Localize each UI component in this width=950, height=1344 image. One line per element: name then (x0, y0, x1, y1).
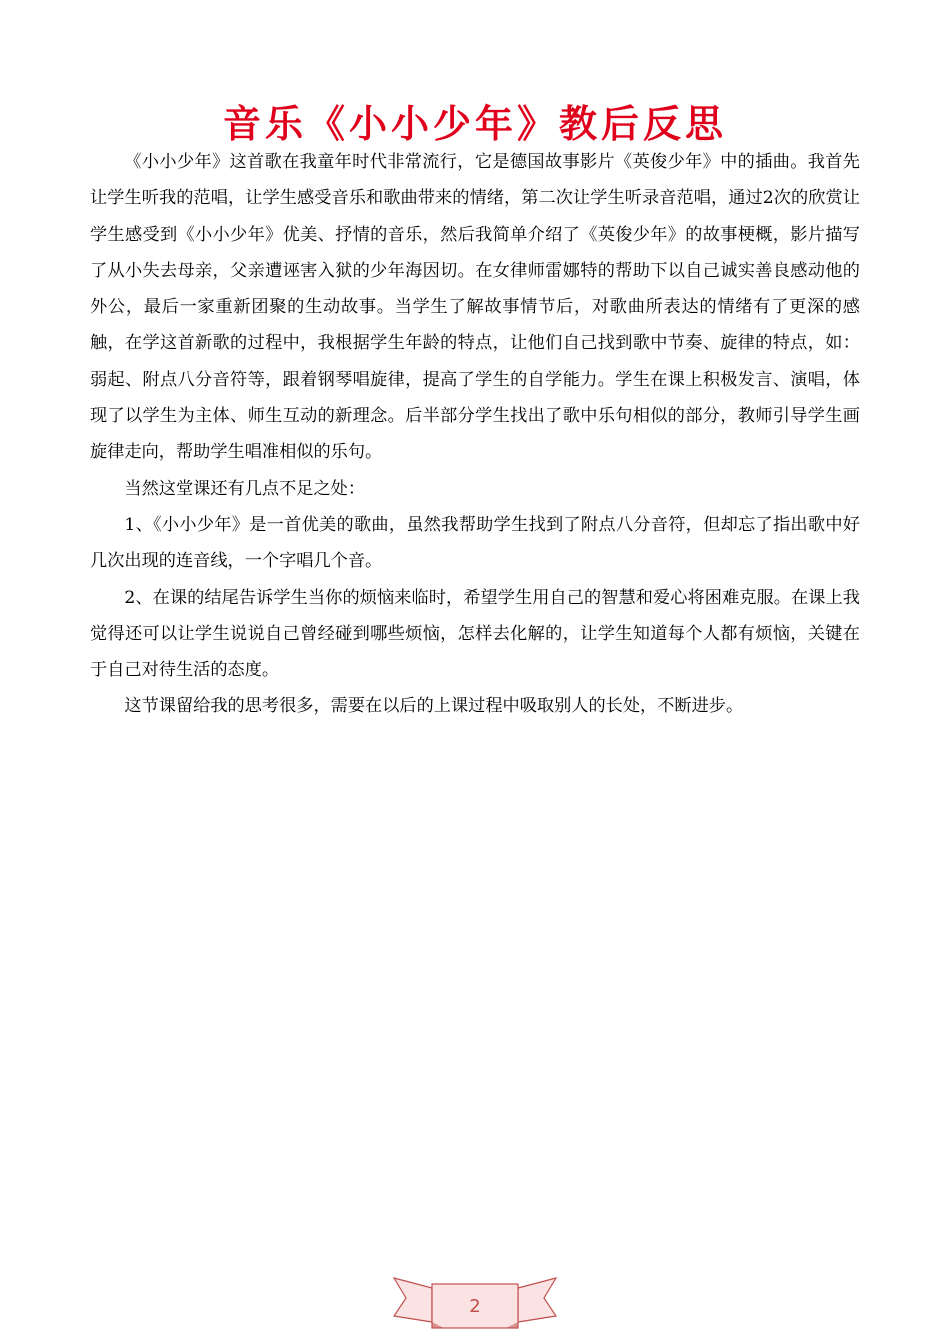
page-footer (392, 1272, 558, 1336)
paragraph-shortcoming-2: 2、在课的结尾告诉学生当你的烦恼来临时，希望学生用自己的智慧和爱心将困难克服。在课上我觉得还可以让学生说说自己曾经碰到哪些烦恼，怎样去化解的，让学生知道每个人都有烦恼，关键在于自己对待生活的态度。 (90, 587, 860, 681)
paragraph-intro: 《小小少年》这首歌在我童年时代非常流行，它是德国故事影片《英俊少年》中的插曲。我首先让学生听我的范唱，让学生感受音乐和歌曲带来的情绪，第二次让学生听录音范唱，通过2次的欣赏让学生感受到《小小少年》优美、抒情的音乐，然后我简单介绍了《英俊少年》的故事梗概，影片描写了从小失去母亲，父亲遭诬害入狱的少年海因切。在女律师雷娜特的帮助下以自己诚实善良感动他的外公，最后一家重新团聚的生动故事。当学生了解故事情节后，对歌曲所表达的情绪有了更深的感触，在学这首新歌的过程中，我根据学生年龄的特点，让他们自己找到歌中节奏、旋律的特点，如：弱起、附点八分音符等，跟着钢琴唱旋律，提高了学生的自学能力。学生在课上积极发言、演唱，体现了以学生为主体、师生互动的新理念。后半部分学生找出了歌中乐句相似的部分，教师引导学生画旋律走向，帮助学生唱准相似的乐句。 (90, 152, 860, 463)
document-body (90, 144, 860, 725)
paragraph-conclusion: 这节课留给我的思考很多，需要在以后的上课过程中吸取别人的长处，不断进步。 (124, 696, 744, 717)
page-number: 2 (469, 1296, 481, 1317)
document-title: 音乐《小小少年》教后反思 (222, 102, 727, 146)
paragraph-shortcomings-intro: 当然这堂课还有几点不足之处： (124, 478, 366, 499)
paragraph-shortcoming-1: 1、《小小少年》是一首优美的歌曲，虽然我帮助学生找到了附点八分音符，但却忘了指出歌中好几次出现的连音线，一个字唱几个音。 (90, 514, 860, 572)
